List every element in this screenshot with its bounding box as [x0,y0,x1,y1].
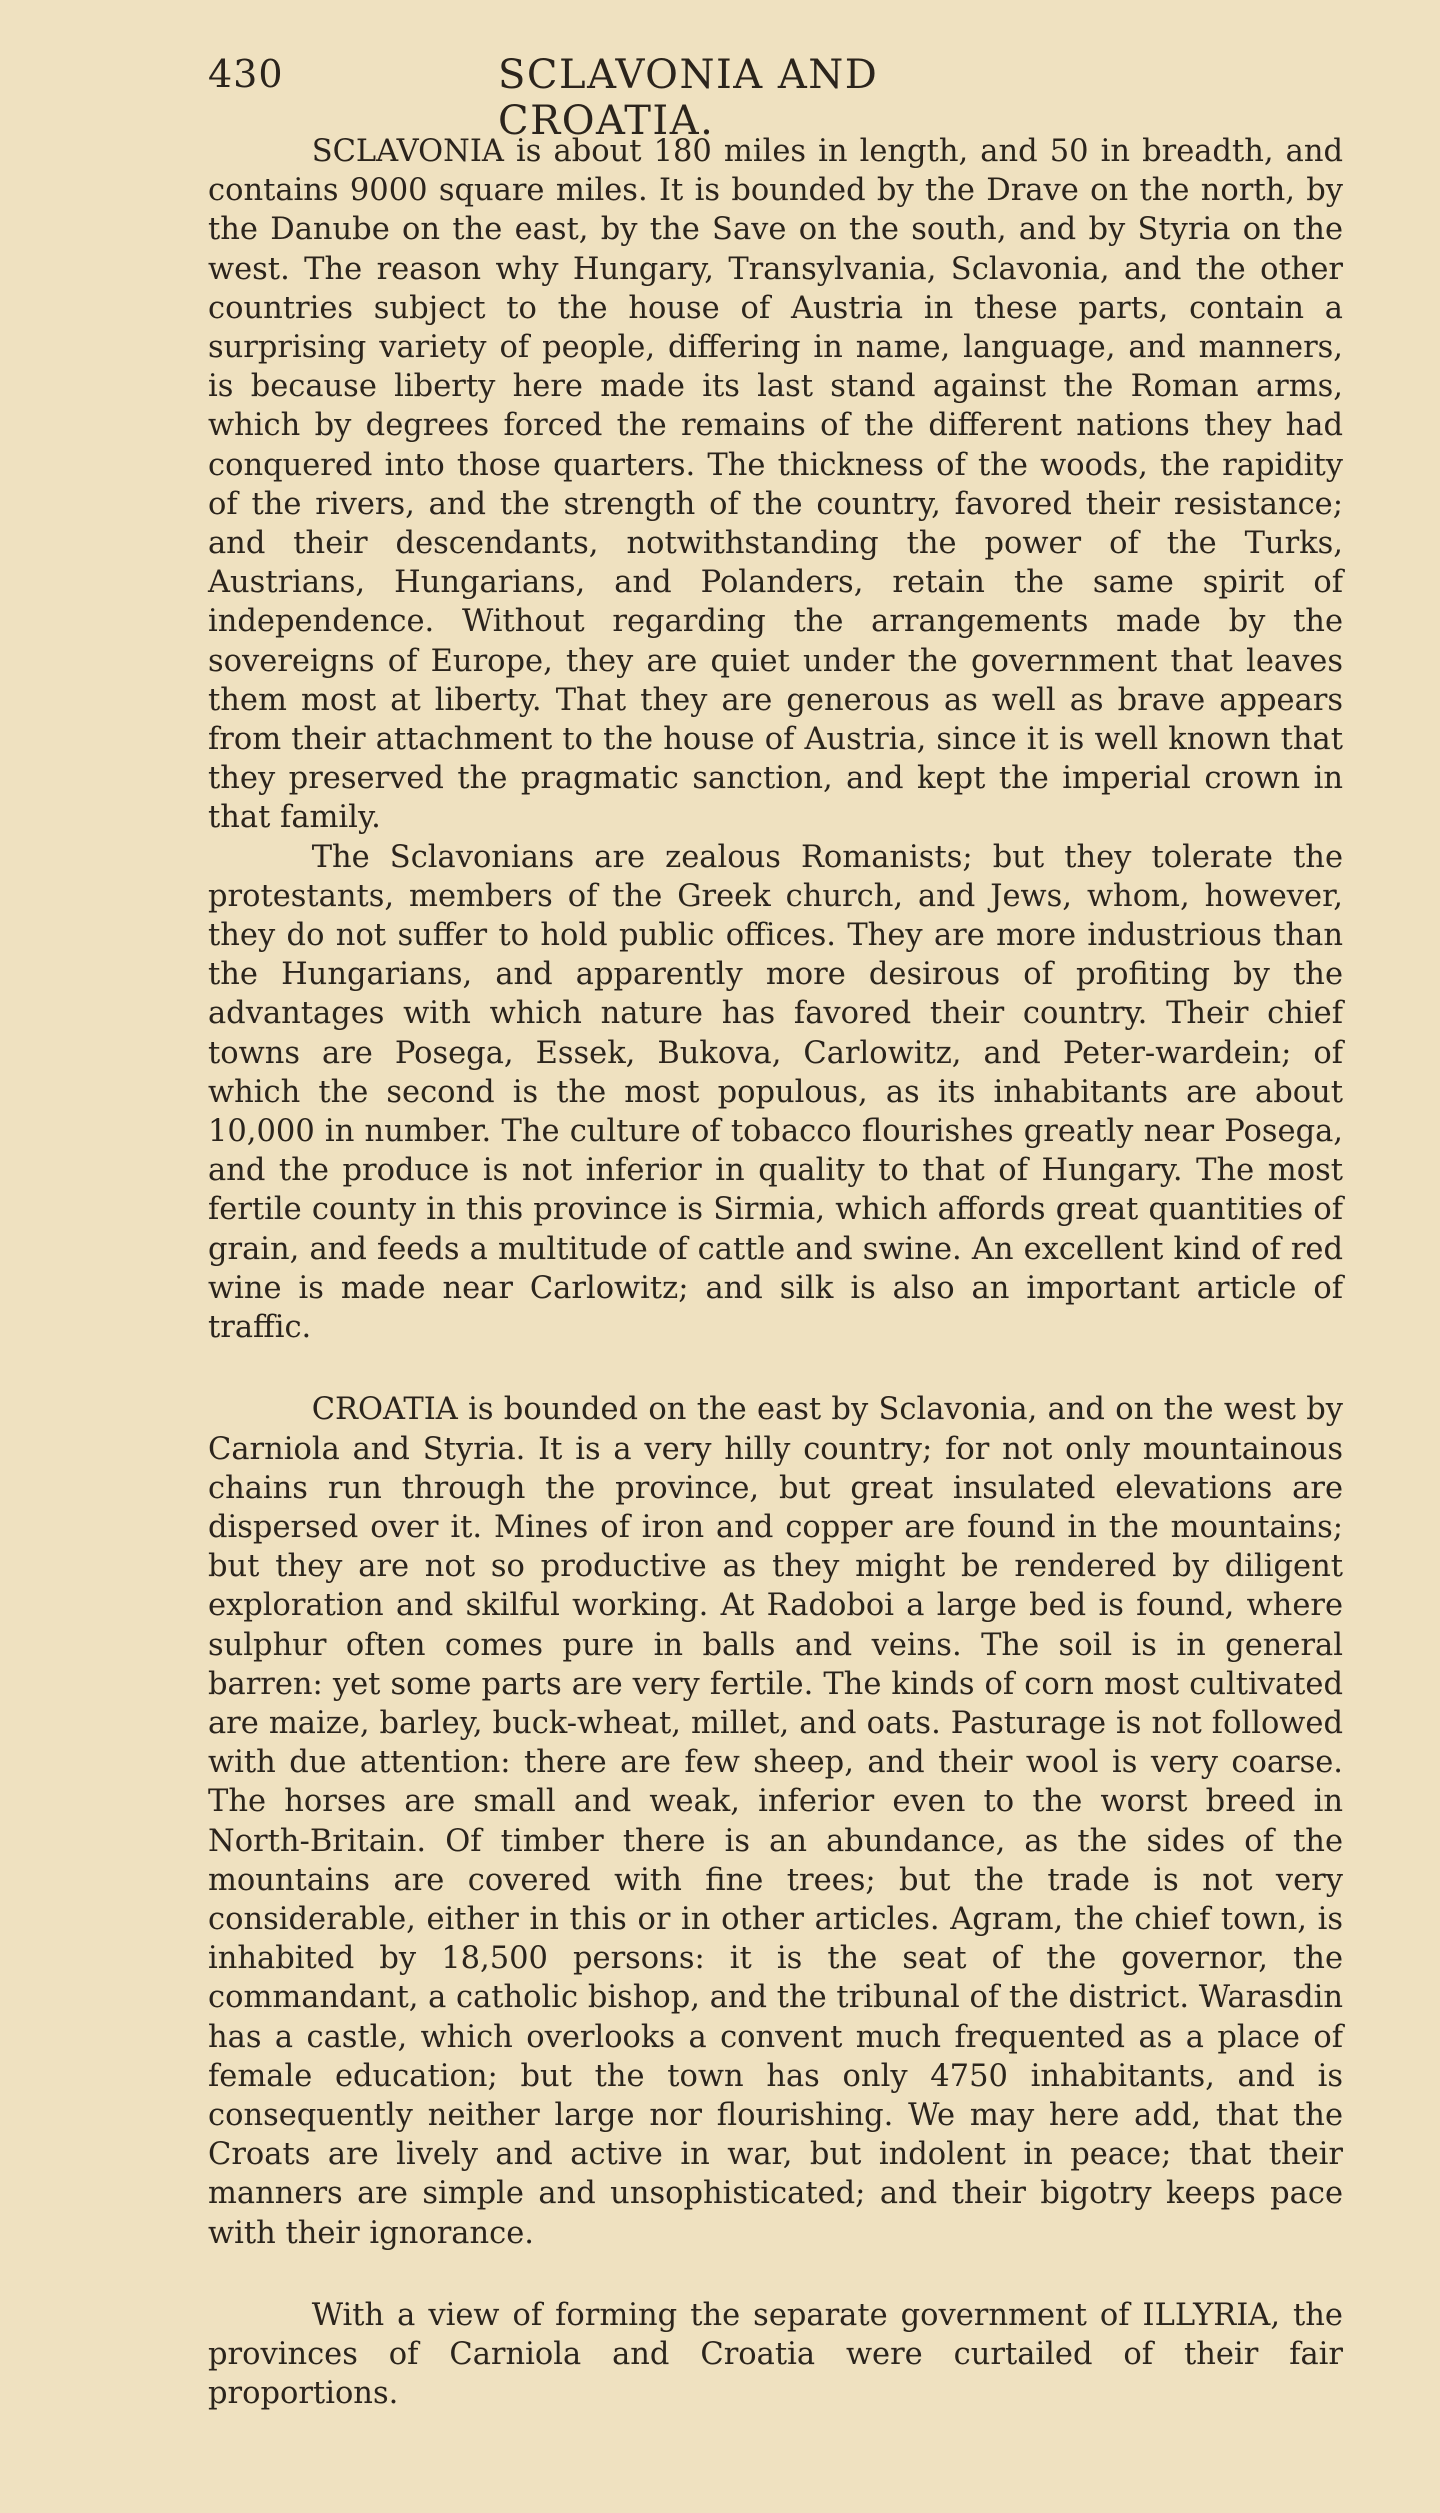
paragraph-sclavonians-religion: The Sclavonians are zealous Romanists; but they tolerate the protestants, members of the Greek church, and Jews, whom, however, they do not suffer to hold public offices. They are more industrious than the Hungarians, and apparently more desirous of profiting by the advantages with which nature has favored their country. Their chief towns are Posega, Essek, Bukova, Carlowitz, and Peter-wardein; of which the second is the most populous, as its inhabitants are about 10,000 in number. The culture of tobacco flourishes greatly near Posega, and the produce is not inferior in quality to that of Hungary. The most fertile county in this province is Sirmia, which affords great quantities of grain, and feeds a multitude of cattle and swine. An excellent kind of red wine is made near Carlowitz; and silk is also an important article of traffic. [208,839,1343,1346]
section-gap [208,1347,1343,1390]
page-header [208,52,1068,144]
page-body [208,132,1343,2413]
section-gap [208,2253,1343,2296]
page-number: 430 [208,52,284,96]
running-title: SCLAVONIA AND CROATIA. [498,52,879,144]
paragraph-illyria: With a view of forming the separate government of ILLYRIA, the provinces of Carniola and Croatia were curtailed of their fair proportions. [208,2297,1343,2412]
paragraph-sclavonia: SCLAVONIA is about 180 miles in length, and 50 in breadth, and contains 9000 square miles. It is bounded by the Drave on the north, by the Danube on the east, by the Save on the south, and by Styria on the west. The reason why Hungary, Transylvania, Sclavonia, and the other countries subject to the house of Austria in these parts, contain a surprising variety of people, differing in name, language, and manners, is because liberty here made its last stand against the Roman arms, which by degrees forced the remains of the different nations they had conquered into those quarters. The thickness of the woods, the rapidity of the rivers, and the strength of the country, favored their resistance; and their descendants, notwithstanding the power of the Turks, Austrians, Hungarians, and Polanders, retain the same spirit of independence. Without regarding the arrangements made by the sovereigns of Europe, they are quiet under the government that leaves them most at liberty. That they are generous as well as brave appears from their attachment to the house of Austria, since it is well known that they preserved the pragmatic sanction, and kept the imperial crown in that family. [208,134,1343,836]
paragraph-croatia: CROATIA is bounded on the east by Sclavonia, and on the west by Carniola and Styria. It is a very hilly country; for not only mountainous chains run through the province, but great insulated elevations are dispersed over it. Mines of iron and copper are found in the mountains; but they are not so productive as they might be rendered by diligent exploration and skilful working. At Radoboi a large bed is found, where sulphur often comes pure in balls and veins. The soil is in general barren: yet some parts are very fertile. The kinds of corn most cultivated are maize, barley, buck-wheat, millet, and oats. Pasturage is not followed with due attention: there are few sheep, and their wool is very coarse. The horses are small and weak, inferior even to the worst breed in North-Britain. Of timber there is an abundance, as the sides of the mountains are covered with fine trees; but the trade is not very considerable, either in this or in other articles. Agram, the chief town, is inhabited by 18,500 persons: it is the seat of the governor, the commandant, a catholic bishop, and the tribunal of the district. Warasdin has a castle, which overlooks a convent much frequented as a place of female education; but the town has only 4750 inhabitants, and is consequently neither large nor flourishing. We may here add, that the Croats are lively and active in war, but indolent in peace; that their manners are simple and unsophisticated; and their bigotry keeps pace with their ignorance. [208,1392,1343,2251]
